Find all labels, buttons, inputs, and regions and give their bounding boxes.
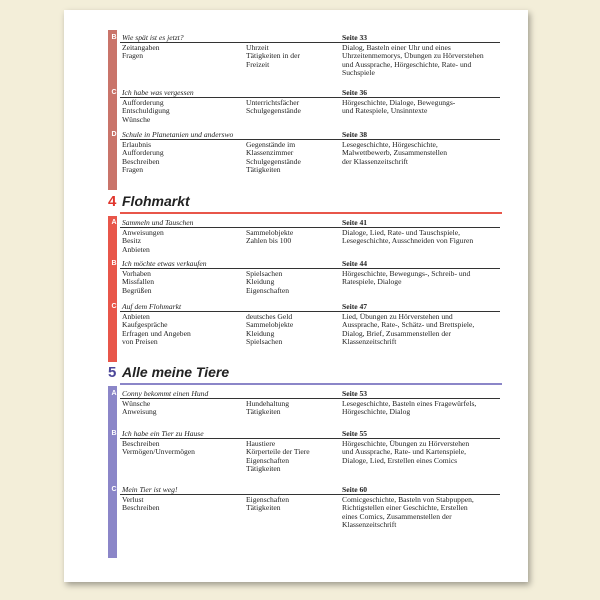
section-col-vocabulary: Unterrichtsfächer Schulgegenstände xyxy=(246,98,301,116)
section-letter: B xyxy=(111,430,117,437)
section-letter: B xyxy=(111,34,117,41)
section-col-activities: Lesegeschichte, Basteln eines Fragewürfels, Hörgeschichte, Dialog xyxy=(342,399,477,417)
section-title: Ich habe ein Tier zu Hause xyxy=(122,429,204,438)
section-page: Seite 36 xyxy=(342,88,368,97)
section-col-activities: Comicgeschichte, Basteln von Stabpuppen, Richtigstellen einer Geschichte, Erstellen eines Comics, Zusammenstellen der Klassenzeitschrift xyxy=(342,495,474,530)
section-col-intentions: Erlaubnis Aufforderung Beschreiben Fragen xyxy=(122,140,164,175)
chapter4-color-bar xyxy=(108,216,117,362)
section-col-intentions: Anbieten Kaufgespräche Erfragen und Angeben von Preisen xyxy=(122,312,191,347)
section-col-vocabulary: Hundehaltung Tätigkeiten xyxy=(246,399,290,417)
section-title: Ich möchte etwas verkaufen xyxy=(122,259,207,268)
section-letter: C xyxy=(111,89,117,96)
section-letter: A xyxy=(111,219,117,226)
section-page: Seite 44 xyxy=(342,259,368,268)
chapter-underline xyxy=(120,383,502,385)
section-col-intentions: Verlust Beschreiben xyxy=(122,495,160,513)
section-col-intentions: Beschreiben Vermögen/Unvermögen xyxy=(122,439,195,457)
section-letter: C xyxy=(111,486,117,493)
section-col-activities: Dialog, Basteln einer Uhr und eines Uhrzeitenmemorys, Übungen zu Hörverstehen und Aussprache, Hörgeschichte, Rate- und Suchspiele xyxy=(342,43,484,78)
section-page: Seite 33 xyxy=(342,33,368,42)
section-col-intentions: Wünsche Anweisung xyxy=(122,399,157,417)
section-col-vocabulary: Spielsachen Kleidung Eigenschaften xyxy=(246,269,290,295)
section-col-vocabulary: Uhrzeit Tätigkeiten in der Freizeit xyxy=(246,43,300,69)
section-title: Mein Tier ist weg! xyxy=(122,485,178,494)
chapter-title: Flohmarkt xyxy=(122,193,190,209)
section-letter: D xyxy=(111,131,117,138)
section-col-activities: Lesegeschichte, Hörgeschichte, Malwettbewerb, Zusammenstellen der Klassenzeitschrift xyxy=(342,140,448,166)
section-col-intentions: Vorhaben Missfallen Begrüßen xyxy=(122,269,155,295)
section-page: Seite 47 xyxy=(342,302,368,311)
section-col-vocabulary: deutsches Geld Sammelobjekte Kleidung Spielsachen xyxy=(246,312,294,347)
section-page: Seite 41 xyxy=(342,218,368,227)
chapter-number: 4 xyxy=(108,193,117,210)
section-title: Schule in Planetanien und anderswo xyxy=(122,130,234,139)
section-col-intentions: Anweisungen Besitz Anbieten xyxy=(122,228,164,254)
section-col-intentions: Aufforderung Entschuldigung Wünsche xyxy=(122,98,170,124)
section-title: Wie spät ist es jetzt? xyxy=(122,33,184,42)
section-page: Seite 38 xyxy=(342,130,368,139)
section-col-vocabulary: Eigenschaften Tätigkeiten xyxy=(246,495,290,513)
section-col-intentions: Zeitangaben Fragen xyxy=(122,43,160,61)
section-page: Seite 53 xyxy=(342,389,368,398)
section-letter: A xyxy=(111,390,117,397)
section-col-vocabulary: Haustiere Körperteile der Tiere Eigenschaften Tätigkeiten xyxy=(246,439,310,474)
section-col-vocabulary: Sammelobjekte Zahlen bis 100 xyxy=(246,228,294,246)
chapter-title: Alle meine Tiere xyxy=(122,364,230,380)
section-title: Conny bekommt einen Hund xyxy=(122,389,209,398)
section-page: Seite 55 xyxy=(342,429,368,438)
section-title: Auf dem Flohmarkt xyxy=(122,302,182,311)
document-page xyxy=(64,10,528,582)
section-title: Sammeln und Tauschen xyxy=(122,218,194,227)
section-col-activities: Hörgeschichte, Übungen zu Hörverstehen und Aussprache, Rate- und Kartenspiele, Dialoge, Lied, Erstellen eines Comics xyxy=(342,439,470,465)
section-rule xyxy=(120,139,500,140)
section-col-activities: Hörgeschichte, Bewegungs-, Schreib- und Ratespiele, Dialoge xyxy=(342,269,471,287)
chapter5-color-bar xyxy=(108,386,117,558)
section-col-activities: Hörgeschichte, Dialoge, Bewegungs- und Ratespiele, Unsinntexte xyxy=(342,98,456,116)
section-page: Seite 60 xyxy=(342,485,368,494)
section-col-vocabulary: Gegenstände im Klassenzimmer Schulgegenstände Tätigkeiten xyxy=(246,140,301,175)
section-title: Ich habe was vergessen xyxy=(122,88,194,97)
section-letter: B xyxy=(111,260,117,267)
chapter3-color-bar xyxy=(108,30,117,190)
section-col-activities: Dialoge, Lied, Rate- und Tauschspiele, Lesegeschichte, Ausschneiden von Figuren xyxy=(342,228,474,246)
chapter-number: 5 xyxy=(108,364,117,381)
chapter-underline xyxy=(120,212,502,214)
section-letter: C xyxy=(111,303,117,310)
section-col-activities: Lied, Übungen zu Hörverstehen und Aussprache, Rate-, Schätz- und Brettspiele, Dialog, Brief, Zusammenstellen der Klassenzeitschrift xyxy=(342,312,475,347)
